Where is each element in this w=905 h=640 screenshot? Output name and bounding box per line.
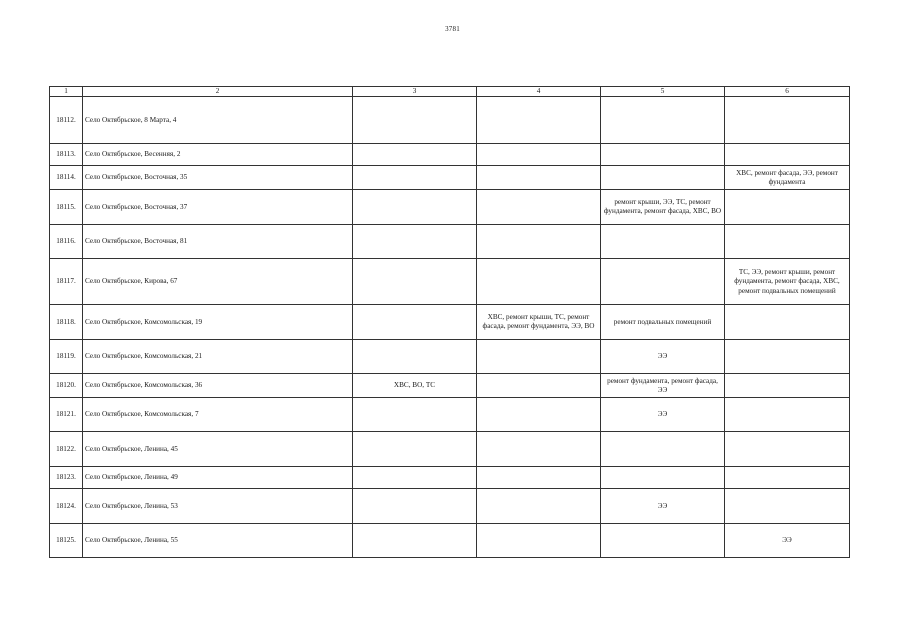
table-row [50, 144, 850, 166]
row-col-5 [601, 144, 725, 166]
row-address: Село Октябрьское, Комсомольская, 21 [83, 340, 353, 374]
row-number: 18119. [50, 340, 83, 374]
row-col-4: ХВС, ремонт крыши, ТС, ремонт фасада, ремонт фундамента, ЭЭ, ВО [477, 305, 601, 340]
row-col-5: ЭЭ [601, 398, 725, 432]
row-col-3 [353, 305, 477, 340]
table-header-row [50, 87, 850, 97]
row-col-5: ремонт фундамента, ремонт фасада, ЭЭ [601, 374, 725, 398]
row-col-3 [353, 398, 477, 432]
table-row [50, 489, 850, 524]
row-col-4 [477, 190, 601, 225]
table-row [50, 166, 850, 190]
table-row [50, 398, 850, 432]
row-address: Село Октябрьское, Весенняя, 2 [83, 144, 353, 166]
row-address: Село Октябрьское, Кирова, 67 [83, 259, 353, 305]
row-number: 18118. [50, 305, 83, 340]
column-header-5: 5 [601, 87, 725, 97]
row-col-3 [353, 259, 477, 305]
row-col-3 [353, 432, 477, 467]
row-col-4 [477, 259, 601, 305]
row-col-6 [725, 467, 850, 489]
row-col-6 [725, 305, 850, 340]
row-col-6: ХВС, ремонт фасада, ЭЭ, ремонт фундамента [725, 166, 850, 190]
row-col-6 [725, 225, 850, 259]
row-number: 18116. [50, 225, 83, 259]
row-number: 18112. [50, 97, 83, 144]
row-col-4 [477, 97, 601, 144]
row-address: Село Октябрьское, Комсомольская, 7 [83, 398, 353, 432]
row-col-5 [601, 225, 725, 259]
row-address: Село Октябрьское, Ленина, 53 [83, 489, 353, 524]
table-row [50, 225, 850, 259]
row-col-5: ремонт подвальных помещений [601, 305, 725, 340]
row-col-3 [353, 190, 477, 225]
row-col-4 [477, 340, 601, 374]
row-col-3 [353, 166, 477, 190]
column-header-1: 1 [50, 87, 83, 97]
column-header-6: 6 [725, 87, 850, 97]
row-col-3: ХВС, ВО, ТС [353, 374, 477, 398]
row-col-6 [725, 489, 850, 524]
row-col-4 [477, 489, 601, 524]
row-col-4 [477, 166, 601, 190]
row-col-5: ЭЭ [601, 340, 725, 374]
row-address: Село Октябрьское, Ленина, 55 [83, 524, 353, 558]
row-col-3 [353, 97, 477, 144]
table-row [50, 97, 850, 144]
row-address: Село Октябрьское, Комсомольская, 36 [83, 374, 353, 398]
row-col-5 [601, 166, 725, 190]
column-header-3: 3 [353, 87, 477, 97]
row-col-4 [477, 398, 601, 432]
row-number: 18113. [50, 144, 83, 166]
row-col-5 [601, 97, 725, 144]
row-col-5 [601, 432, 725, 467]
row-col-3 [353, 144, 477, 166]
row-address: Село Октябрьское, Восточная, 35 [83, 166, 353, 190]
row-col-5: ЭЭ [601, 489, 725, 524]
row-col-3 [353, 524, 477, 558]
table-row [50, 190, 850, 225]
row-number: 18114. [50, 166, 83, 190]
row-col-6 [725, 432, 850, 467]
row-col-5 [601, 524, 725, 558]
row-col-3 [353, 225, 477, 259]
row-col-6 [725, 144, 850, 166]
row-col-6 [725, 97, 850, 144]
row-col-4 [477, 467, 601, 489]
row-address: Село Октябрьское, Ленина, 45 [83, 432, 353, 467]
row-col-3 [353, 489, 477, 524]
row-address: Село Октябрьское, Ленина, 49 [83, 467, 353, 489]
table-row [50, 374, 850, 398]
row-number: 18124. [50, 489, 83, 524]
row-col-3 [353, 467, 477, 489]
row-col-6 [725, 398, 850, 432]
row-address: Село Октябрьское, Комсомольская, 19 [83, 305, 353, 340]
row-number: 18121. [50, 398, 83, 432]
table-row [50, 340, 850, 374]
housing-register-table [49, 86, 850, 558]
row-col-4 [477, 432, 601, 467]
table-row [50, 259, 850, 305]
row-col-6: ТС, ЭЭ, ремонт крыши, ремонт фундамента, ремонт фасада, ХВС, ремонт подвальных помещений [725, 259, 850, 305]
row-col-6 [725, 340, 850, 374]
row-col-4 [477, 374, 601, 398]
row-number: 18120. [50, 374, 83, 398]
row-number: 18125. [50, 524, 83, 558]
row-col-5: ремонт крыши, ЭЭ, ТС, ремонт фундамента, ремонт фасада, ХВС, ВО [601, 190, 725, 225]
row-col-3 [353, 340, 477, 374]
column-header-4: 4 [477, 87, 601, 97]
table-row [50, 305, 850, 340]
row-col-5 [601, 467, 725, 489]
row-col-5 [601, 259, 725, 305]
column-header-2: 2 [83, 87, 353, 97]
table-row [50, 432, 850, 467]
page-number: 3781 [445, 25, 460, 33]
row-number: 18115. [50, 190, 83, 225]
row-address: Село Октябрьское, Восточная, 81 [83, 225, 353, 259]
row-number: 18122. [50, 432, 83, 467]
row-number: 18123. [50, 467, 83, 489]
row-col-6 [725, 190, 850, 225]
table-row [50, 524, 850, 558]
row-col-6: ЭЭ [725, 524, 850, 558]
row-col-6 [725, 374, 850, 398]
row-col-4 [477, 144, 601, 166]
table-row [50, 467, 850, 489]
row-col-4 [477, 524, 601, 558]
row-address: Село Октябрьское, Восточная, 37 [83, 190, 353, 225]
row-col-4 [477, 225, 601, 259]
row-number: 18117. [50, 259, 83, 305]
row-address: Село Октябрьское, 8 Марта, 4 [83, 97, 353, 144]
